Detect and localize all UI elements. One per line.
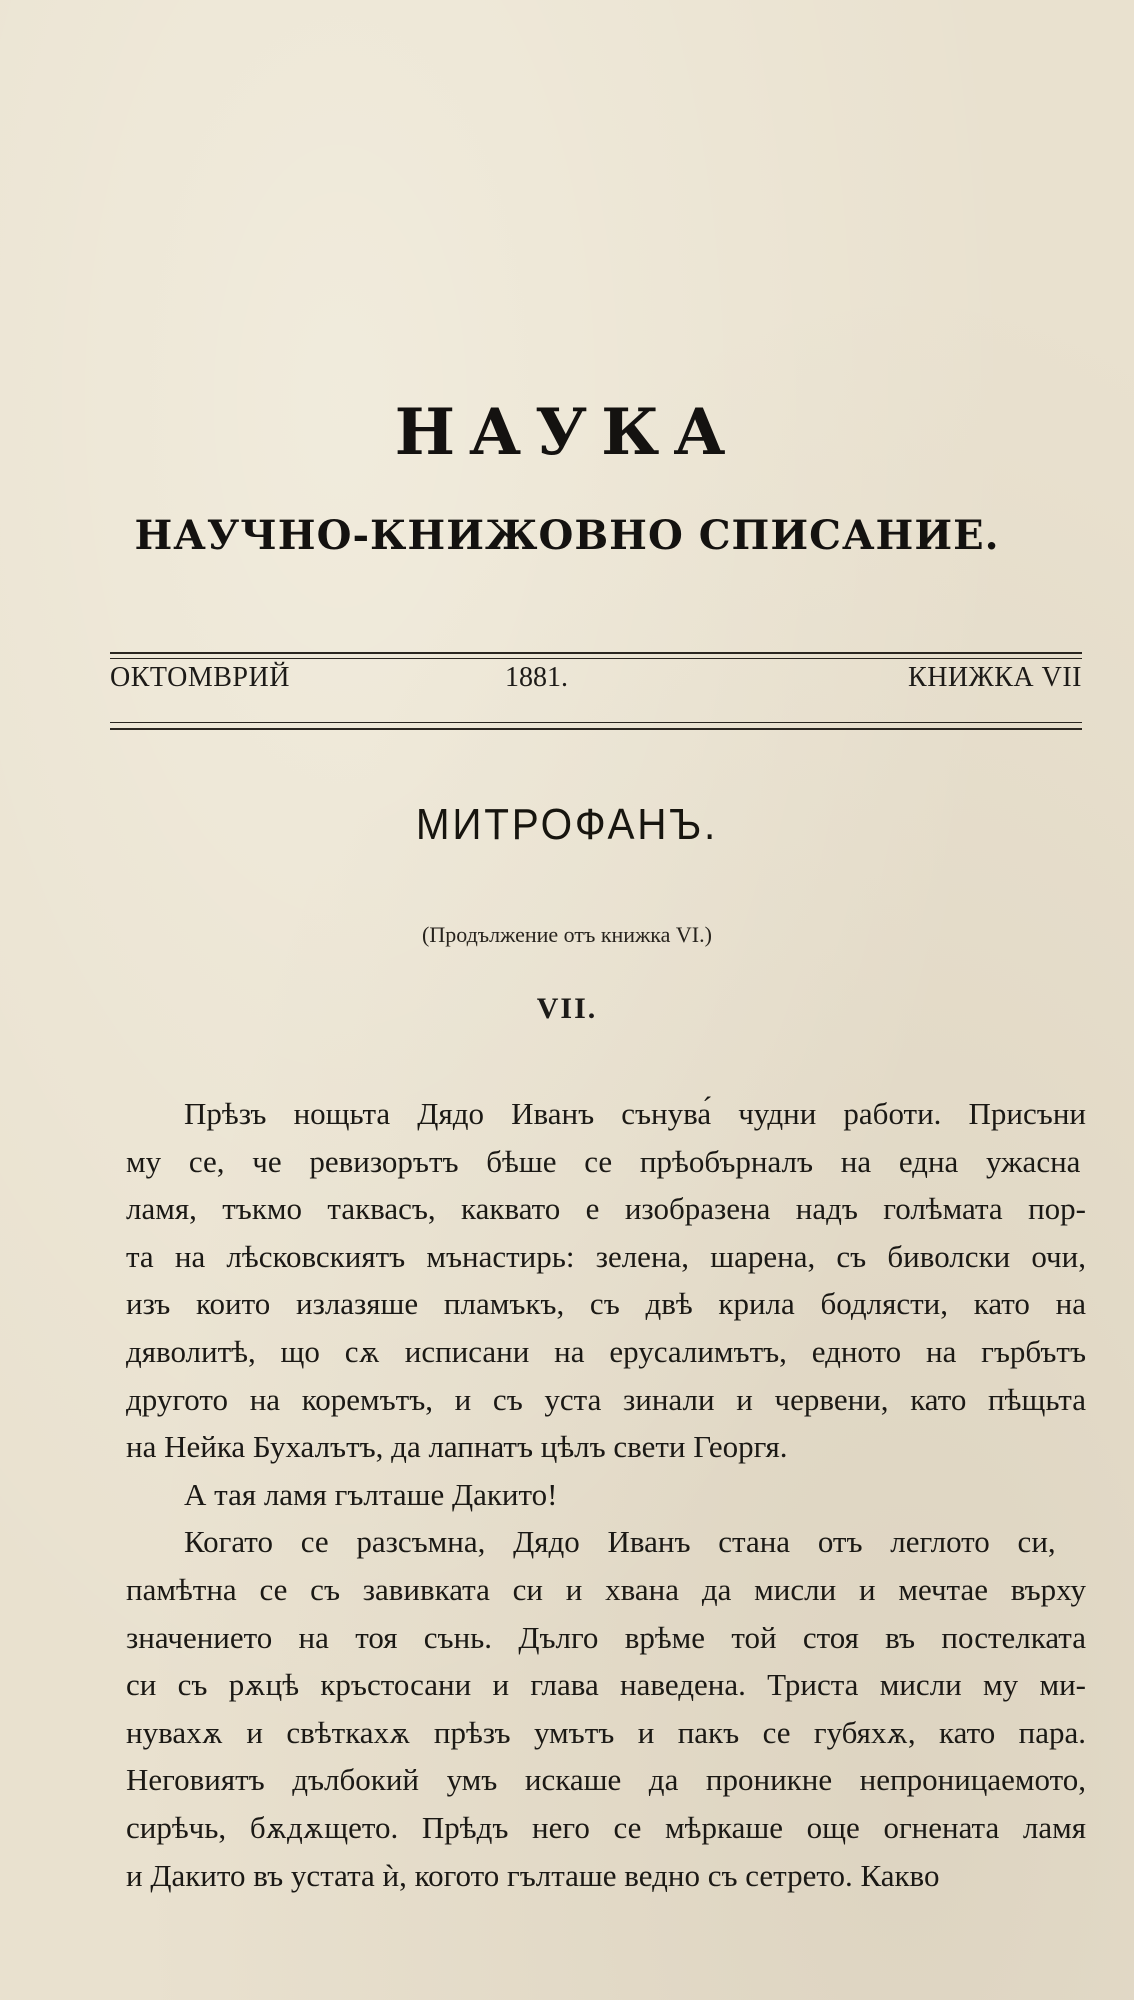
- issue-book-number: КНИЖКА VII: [908, 662, 1082, 693]
- text-line: на Нейка Бухалътъ, да лапнатъ цѣлъ свети Георгя.: [126, 1429, 788, 1465]
- issue-year: 1881.: [505, 662, 568, 693]
- text-line: значението на тоя сънь. Дълго врѣме той стоя въ постелката: [126, 1619, 1086, 1655]
- text-line: Неговиятъ дълбокий умъ искаше да проникне непроницаемото,: [126, 1762, 1086, 1798]
- article-body: [126, 1090, 1086, 1899]
- issue-month: ОКТОМВРИЙ: [110, 662, 290, 693]
- text-line: и Дакито въ устата ѝ, когото гълташе ведно съ сетрето. Какво: [126, 1857, 940, 1893]
- text-line: Когато се разсъмна, Дядо Иванъ стана отъ леглото си,: [184, 1524, 1056, 1560]
- journal-title: НАУКА: [394, 395, 740, 470]
- continuation-note: (Продължение отъ книжка VI.): [422, 922, 712, 947]
- text-line: дяволитѣ, що сѫ исписани на ерусалимътъ, едното на гърбътъ: [126, 1333, 1086, 1369]
- journal-subtitle: НАУЧНО-КНИЖОВНО СПИСАНИЕ.: [134, 512, 1000, 559]
- header-rule-bottom-inner: [110, 722, 1082, 723]
- header-rule-top-inner: [110, 658, 1082, 659]
- text-line: другото на коремътъ, и съ уста зинали и червени, като пѣщьта: [126, 1381, 1086, 1417]
- text-line: му се, че ревизорътъ бѣше се прѣобърналъ на една ужасна: [126, 1143, 1081, 1179]
- text-line: А тая ламя гълташе Дакито!: [184, 1476, 558, 1512]
- text-line: ламя, тъкмо таквасъ, каквато е изобразена надъ голѣмата пор-: [126, 1191, 1086, 1227]
- text-line: нувахѫ и свѣткахѫ прѣзъ умътъ и пакъ се губяхѫ, като пара.: [126, 1714, 1086, 1750]
- text-line: изъ които излазяше пламъкъ, съ двѣ крила бодлясти, като на: [126, 1286, 1086, 1322]
- header-rule-bottom: [110, 728, 1082, 730]
- text-line: си съ рѫцѣ кръстосани и глава наведена. Триста мисли му ми-: [126, 1667, 1086, 1703]
- chapter-number: VII.: [536, 992, 598, 1025]
- text-line: Прѣзъ нощьта Дядо Иванъ сънува́ чудни работи. Присъни: [184, 1096, 1086, 1131]
- text-line: та на лѣсковскиятъ мънастирь: зелена, шарена, съ биволски очи,: [126, 1238, 1086, 1274]
- text-line: сирѣчь, бѫдѫщето. Прѣдъ него се мѣркаше още огнената ламя: [126, 1809, 1086, 1845]
- article-title: МИТРОФАНЪ.: [415, 800, 719, 849]
- text-line: памѣтна се съ завивката си и хвана да мисли и мечтае върху: [126, 1571, 1086, 1607]
- issue-info: [110, 662, 1082, 710]
- header-rule-top: [110, 652, 1082, 654]
